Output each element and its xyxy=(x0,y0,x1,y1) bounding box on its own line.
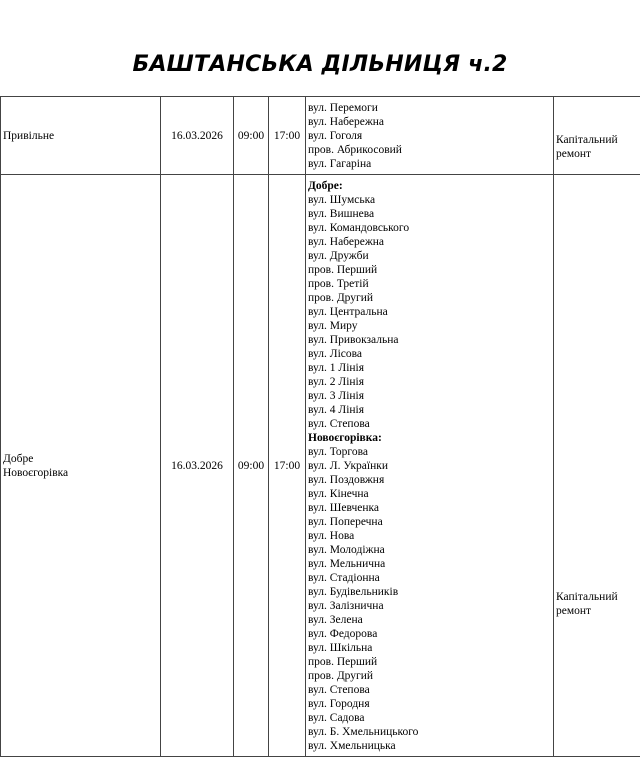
street-name: вул. Поперечна xyxy=(308,515,383,528)
street-name: вул. Торгова xyxy=(308,445,368,458)
street-name: вул. Центральна xyxy=(308,305,388,318)
streets-cell xyxy=(306,175,554,757)
street-name: пров. Перший xyxy=(308,263,378,276)
street-name: вул. Кінечна xyxy=(308,487,369,500)
work-type-text: Капітальний ремонт xyxy=(556,590,618,617)
street-name: вул. Перемоги xyxy=(308,101,378,114)
settlement-cell xyxy=(1,175,161,757)
street-name: вул. Миру xyxy=(308,319,358,332)
table-row xyxy=(1,175,640,757)
street-name: вул. Залізнична xyxy=(308,599,384,612)
street-name: вул. Степова xyxy=(308,417,370,430)
street-name: вул. Городня xyxy=(308,697,370,710)
settlement-name: Новоєгорівка xyxy=(3,466,69,479)
street-name: вул. Командовського xyxy=(308,221,410,234)
street-name: вул. Гоголя xyxy=(308,129,363,142)
street-name: вул. Зелена xyxy=(308,613,363,626)
street-name: вул. Шкільна xyxy=(308,641,373,654)
street-name: вул. Шумська xyxy=(308,193,376,206)
time-from-cell: 09:00 xyxy=(234,175,269,757)
work-type-cell xyxy=(554,175,640,757)
settlement-name: Добре xyxy=(3,452,34,465)
date-cell: 16.03.2026 xyxy=(161,175,234,757)
work-type-text: Капітальний ремонт xyxy=(556,133,618,160)
street-name: вул. Дружби xyxy=(308,249,369,262)
street-name: пров. Перший xyxy=(308,655,378,668)
street-name: пров. Третій xyxy=(308,277,369,290)
street-name: вул. 1 Лінія xyxy=(308,361,365,374)
page-title: БАШТАНСЬКА ДІЛЬНИЦЯ ч.2 xyxy=(132,52,508,77)
time-to-cell: 17:00 xyxy=(269,97,306,175)
street-name: вул. Гагаріна xyxy=(308,157,372,170)
time-to-cell: 17:00 xyxy=(269,175,306,757)
street-name: пров. Другий xyxy=(308,291,374,304)
street-name: вул. Шевченка xyxy=(308,501,380,514)
street-name: вул. Набережна xyxy=(308,235,385,248)
street-name: вул. 2 Лінія xyxy=(308,375,365,388)
street-name: вул. Нова xyxy=(308,529,355,542)
time-from-cell: 09:00 xyxy=(234,97,269,175)
settlement-cell xyxy=(1,97,161,175)
street-name: пров. Другий xyxy=(308,669,374,682)
street-name: вул. Лісова xyxy=(308,347,363,360)
street-name: вул. Садова xyxy=(308,711,365,724)
street-group-heading: Добре: xyxy=(308,179,343,192)
work-type-cell xyxy=(554,97,640,175)
streets-cell xyxy=(306,97,554,175)
settlement-name: Привільне xyxy=(3,129,55,142)
street-name: вул. Л. Українки xyxy=(308,459,388,472)
street-name: вул. Хмельницька xyxy=(308,739,396,752)
table-row xyxy=(1,97,640,175)
date-cell: 16.03.2026 xyxy=(161,97,234,175)
street-name: вул. Вишнева xyxy=(308,207,375,220)
street-name: вул. Степова xyxy=(308,683,370,696)
street-name: вул. 4 Лінія xyxy=(308,403,365,416)
street-name: вул. Привокзальна xyxy=(308,333,399,346)
street-name: вул. Федорова xyxy=(308,627,378,640)
street-name: вул. Стадіонна xyxy=(308,571,380,584)
street-name: вул. Молодіжна xyxy=(308,543,385,556)
street-name: вул. Будівельників xyxy=(308,585,399,598)
street-name: пров. Абрикосовий xyxy=(308,143,402,156)
street-name: вул. Мельнична xyxy=(308,557,386,570)
street-group-heading: Новоєгорівка: xyxy=(308,431,382,444)
street-name: вул. Б. Хмельницького xyxy=(308,725,419,738)
outage-schedule-table xyxy=(0,96,640,757)
street-name: вул. Поздовжня xyxy=(308,473,385,486)
street-name: вул. Набережна xyxy=(308,115,385,128)
street-name: вул. 3 Лінія xyxy=(308,389,365,402)
